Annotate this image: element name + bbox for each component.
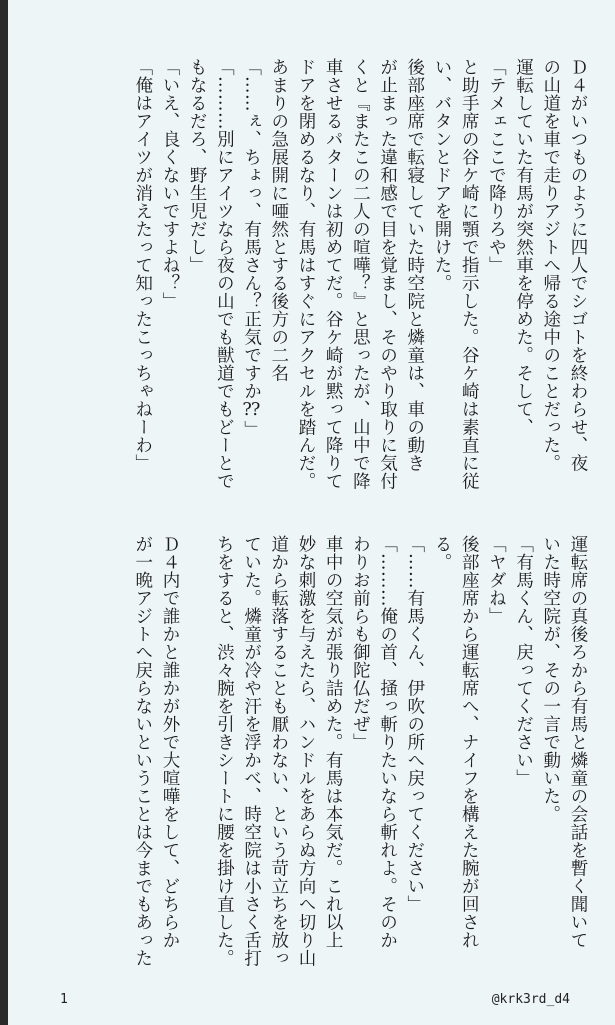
text-line: 「………俺の首、掻っ斬りたいなら斬れよ。そのか	[377, 535, 398, 949]
text-line: ていた。燐童が冷や汗を浮かべ、時空院は小さく舌打	[241, 535, 262, 967]
text-line: 「俺はアイツが消えたって知ったこっちゃねーわ」	[132, 58, 153, 472]
text-line: る。	[431, 535, 452, 571]
text-line: Ｄ４がいつものように四人でシゴトを終わらせ、夜	[568, 58, 588, 472]
text-line: 後部座席で転寝していた時空院と燐童は、車の動き	[404, 58, 425, 472]
text-line: ちをすると、渋々腕を引きシートに腰を掛け直した。	[214, 535, 235, 967]
text-line: が一晩アジトへ戻らないということは今までもあった	[132, 535, 153, 967]
text-line: 「テメェここで降りろや」	[486, 58, 507, 274]
text-line: 「……有馬くん、伊吹の所へ戻ってください」	[404, 535, 425, 913]
text-line: 車中の空気が張り詰めた。有馬は本気だ。これ以上	[323, 535, 344, 949]
text-line: が止まった違和感で目を覚まし、そのやり取りに気付	[377, 58, 398, 490]
text-block-upper	[129, 58, 591, 498]
author-handle: @krk3rd_d4	[491, 992, 570, 1007]
text-block-lower	[129, 535, 591, 980]
text-line: もなるだろ、野生児だし」	[187, 58, 208, 274]
text-line: いた時空院が、その一言で動いた。	[540, 535, 561, 823]
text-line: 運転席の真後ろから有馬と燐童の会話を暫く聞いて	[568, 535, 588, 949]
text-line: 後部座席から運転席へ、ナイフを構えた腕が回され	[459, 535, 480, 949]
text-line: 車させるパターンは初めてだ。谷ケ崎が黙って降りて	[323, 58, 344, 490]
text-line: と助手席の谷ケ崎に顎で指示した。谷ケ崎は素直に従	[459, 58, 480, 490]
text-line: 「……ぇ、ちょっ、有馬さん？正気ですか⁇」	[241, 58, 262, 439]
text-line: 妙な刺激を与えたら、ハンドルをあらぬ方向へ切り山	[295, 535, 316, 967]
text-line: くと『またこの二人の喧嘩？』と思ったが、山中で降	[350, 58, 371, 490]
text-line: い、バタンとドアを開けた。	[431, 58, 452, 292]
text-line: 「有馬くん、戻ってください」	[513, 535, 534, 787]
paragraph-gap	[183, 535, 210, 980]
text-line: あまりの急展開に唖然とする後方の二名	[268, 58, 289, 382]
text-line: 「いえ、良くないですよね？」	[159, 58, 180, 310]
text-line: 運転していた有馬が突然車を停めた。そして、	[513, 58, 534, 436]
text-line: ドアを閉めるなり、有馬はすぐにアクセルを踏んだ。	[295, 58, 316, 490]
page-number: 1	[60, 992, 68, 1007]
text-line: Ｄ４内で誰かと誰かが外で大喧嘩をして、どちらか	[159, 535, 180, 949]
text-line: わりお前らも御陀仏だぜ」	[350, 535, 371, 751]
text-line: の山道を車で走りアジトへ帰る途中のことだった。	[540, 58, 561, 472]
page-edge-bar	[0, 0, 8, 1025]
text-line: 道から転落することも厭わない、という苛立ちを放っ	[268, 535, 289, 967]
text-line: 「………別にアイツなら夜の山でも獣道でもどーとで	[214, 58, 235, 490]
text-line: 「ヤダね」	[486, 535, 507, 625]
